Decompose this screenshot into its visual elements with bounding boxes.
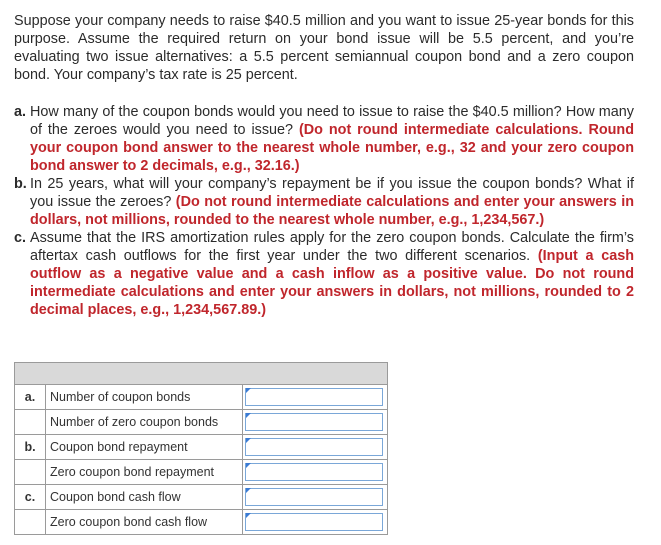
table-row xyxy=(15,485,388,510)
row-letter: b. xyxy=(15,435,46,460)
answer-input[interactable] xyxy=(245,413,383,431)
input-corner-marker-icon xyxy=(246,463,251,468)
input-corner-marker-icon xyxy=(246,513,251,518)
part-a-body xyxy=(30,103,634,175)
answer-input[interactable] xyxy=(245,513,383,531)
row-letter: c. xyxy=(15,485,46,510)
table-row xyxy=(15,510,388,535)
part-b-instruction: (Do not round intermediate calculations and enter your answers in dollars, not millions, rounded to the nearest whole number, e.g., 1,234,567.) xyxy=(30,194,635,228)
table-row xyxy=(15,460,388,485)
answer-input[interactable] xyxy=(245,463,383,481)
answer-cell xyxy=(243,410,388,435)
part-a xyxy=(14,103,634,175)
table-header-cell xyxy=(15,363,388,385)
table-header-row xyxy=(15,363,388,385)
answer-input[interactable] xyxy=(245,488,383,506)
question-parts xyxy=(14,103,634,319)
row-label: Number of zero coupon bonds xyxy=(46,410,243,435)
row-label: Zero coupon bond cash flow xyxy=(46,510,243,535)
part-c-instruction: (Input a cash outflow as a negative value and a cash inflow as a positive value. Do not round intermediate calculations and enter your answers in dollars, not millions, rounded to 2 decimal places, e.g., 1,234,567.89.) xyxy=(30,248,634,318)
table-row xyxy=(15,410,388,435)
input-corner-marker-icon xyxy=(246,388,251,393)
row-letter xyxy=(15,460,46,485)
row-label: Coupon bond repayment xyxy=(46,435,243,460)
table-row xyxy=(15,385,388,410)
answer-input[interactable] xyxy=(245,388,383,406)
answer-cell xyxy=(243,485,388,510)
row-label: Coupon bond cash flow xyxy=(46,485,243,510)
row-letter xyxy=(15,410,46,435)
answer-table xyxy=(14,362,388,535)
part-b-body xyxy=(30,175,634,229)
row-letter: a. xyxy=(15,385,46,410)
part-b-text: In 25 years, what will your company’s repayment be if you issue the coupon bonds? What if you issue the zeroes? xyxy=(30,176,634,210)
part-a-text: How many of the coupon bonds would you need to issue to raise the $40.5 million? How many of the zeroes would you need to issue? xyxy=(30,104,634,138)
row-label: Number of coupon bonds xyxy=(46,385,243,410)
input-corner-marker-icon xyxy=(246,413,251,418)
part-c-letter: c. xyxy=(14,230,27,246)
answer-cell xyxy=(243,510,388,535)
part-b xyxy=(14,175,634,229)
row-label: Zero coupon bond repayment xyxy=(46,460,243,485)
problem-intro: Suppose your company needs to raise $40.5 million and you want to issue 25-year bonds for this purpose. Assume the required return on your bond issue will be 5.5 percent, and you’re evaluating two issue alternatives: a 5.5 percent semiannual coupon bond and a zero coupon bond. Your company’s tax rate is 25 percent. xyxy=(14,13,634,83)
table-row xyxy=(15,435,388,460)
answer-cell xyxy=(243,460,388,485)
part-c-text: Assume that the IRS amortization rules apply for the zero coupon bonds. Calculate the firm’s aftertax cash outflows for the first year under the two different scenarios. xyxy=(30,230,634,264)
input-corner-marker-icon xyxy=(246,438,251,443)
answer-input[interactable] xyxy=(245,438,383,456)
answer-cell xyxy=(243,435,388,460)
part-c xyxy=(14,229,634,319)
input-corner-marker-icon xyxy=(246,488,251,493)
part-c-body xyxy=(30,229,634,319)
part-b-letter: b. xyxy=(14,176,27,192)
part-a-letter: a. xyxy=(14,104,27,120)
row-letter xyxy=(15,510,46,535)
answer-cell xyxy=(243,385,388,410)
part-a-instruction: (Do not round intermediate calculations. Round your coupon bond answer to the nearest whole number, e.g., 32 and your zero coupon bond answer to 2 decimals, e.g., 32.16.) xyxy=(30,122,634,174)
